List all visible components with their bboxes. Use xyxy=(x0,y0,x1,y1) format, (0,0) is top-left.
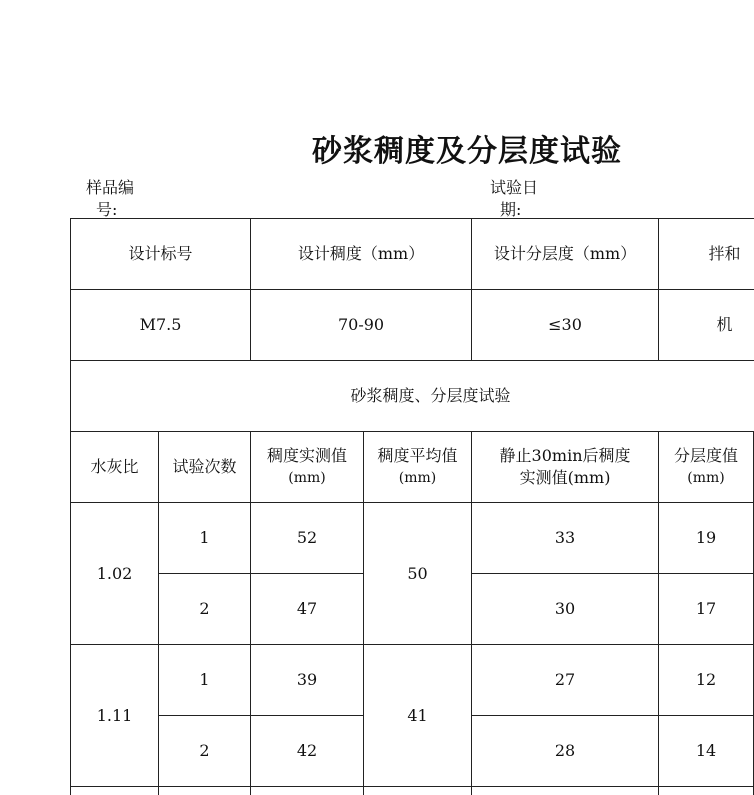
empty-cell xyxy=(472,787,659,795)
design-grade-header: 设计标号 xyxy=(71,219,251,290)
stratification-cell: 12 xyxy=(659,645,754,716)
trial-cell: 1 xyxy=(159,503,251,574)
empty-cell xyxy=(364,787,472,795)
empty-cell xyxy=(251,787,364,795)
stratification-cell: 19 xyxy=(659,503,754,574)
stratification-header xyxy=(659,432,754,503)
section-title: 砂浆稠度、分层度试验 xyxy=(71,361,754,432)
trial-cell: 2 xyxy=(159,716,251,787)
design-header-row xyxy=(71,219,754,290)
design-consistency-value: 70-90 xyxy=(251,290,472,361)
design-consistency-header: 设计稠度（mm） xyxy=(251,219,472,290)
sample-number-label xyxy=(86,177,156,221)
consistency-average-cell: 41 xyxy=(364,645,472,787)
test-header-row xyxy=(71,432,754,503)
mixing-header: 拌和 xyxy=(659,219,754,290)
trial-cell: 1 xyxy=(159,645,251,716)
static-consistency-header-line2: 实测值(mm) xyxy=(519,468,611,487)
static-consistency-cell: 27 xyxy=(472,645,659,716)
wc-ratio-cell: 1.02 xyxy=(71,503,159,645)
trial-header: 试验次数 xyxy=(159,432,251,503)
empty-cell xyxy=(159,787,251,795)
design-grade-value: M7.5 xyxy=(71,290,251,361)
mixing-value: 机 xyxy=(659,290,754,361)
wc-ratio-header: 水灰比 xyxy=(71,432,159,503)
consistency-average-header-line1: 稠度平均值 xyxy=(377,446,458,465)
consistency-measured-header-line1: 稠度实测值 xyxy=(267,446,348,465)
sample-number-label-line1: 样品编 xyxy=(86,178,135,197)
trial-cell: 2 xyxy=(159,574,251,645)
table-row xyxy=(71,645,754,716)
static-consistency-cell: 33 xyxy=(472,503,659,574)
stratification-cell: 17 xyxy=(659,574,754,645)
consistency-average-header-unit: (mm) xyxy=(398,470,437,486)
consistency-cell: 39 xyxy=(251,645,364,716)
empty-cell xyxy=(71,787,159,795)
sample-number-label-line2: 号: xyxy=(96,200,118,219)
consistency-cell: 52 xyxy=(251,503,364,574)
consistency-measured-header xyxy=(251,432,364,503)
static-consistency-cell: 30 xyxy=(472,574,659,645)
static-consistency-cell: 28 xyxy=(472,716,659,787)
page-title: 砂浆稠度及分层度试验 xyxy=(312,134,622,169)
test-date-label xyxy=(490,177,560,221)
static-consistency-header-line1: 静止30min后稠度 xyxy=(499,446,631,465)
empty-cell xyxy=(659,787,754,795)
test-date-label-line2: 期: xyxy=(500,200,522,219)
test-table-container xyxy=(70,218,754,795)
stratification-cell: 14 xyxy=(659,716,754,787)
section-title-row xyxy=(71,361,754,432)
design-stratification-value: ≤30 xyxy=(472,290,659,361)
test-table xyxy=(70,218,754,795)
table-row xyxy=(71,787,754,795)
consistency-average-cell: 50 xyxy=(364,503,472,645)
design-stratification-header: 设计分层度（mm） xyxy=(472,219,659,290)
static-consistency-header xyxy=(472,432,659,503)
consistency-measured-header-unit: (mm) xyxy=(288,470,326,486)
consistency-average-header xyxy=(364,432,472,503)
table-row xyxy=(71,503,754,574)
test-date-label-line1: 试验日 xyxy=(490,178,539,197)
wc-ratio-cell: 1.11 xyxy=(71,645,159,787)
design-value-row xyxy=(71,290,754,361)
stratification-header-unit: (mm) xyxy=(687,470,725,486)
consistency-cell: 47 xyxy=(251,574,364,645)
consistency-cell: 42 xyxy=(251,716,364,787)
stratification-header-line1: 分层度值 xyxy=(674,446,739,465)
